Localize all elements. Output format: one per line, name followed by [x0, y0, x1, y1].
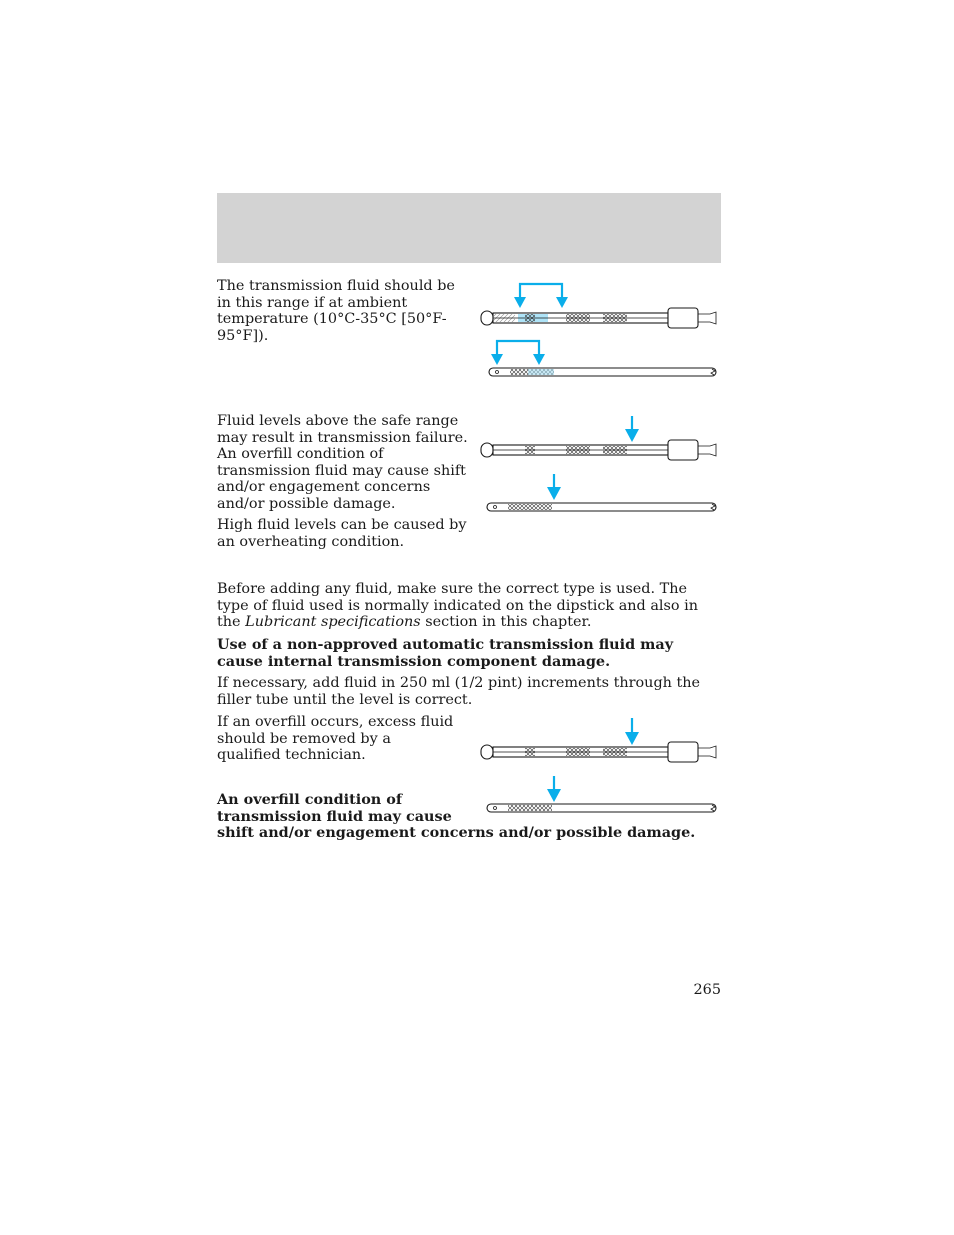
- dipstick-lower: [489, 368, 716, 376]
- fluid-type-text: [217, 581, 722, 631]
- dipstick-lower: [487, 804, 716, 812]
- warning-line-1: An overfill condition of: [217, 791, 403, 808]
- lubricant-specifications-ref: Lubricant specifications: [245, 614, 421, 630]
- dipstick-upper: [481, 308, 716, 328]
- warning-line-3: shift and/or engagement concerns and/or possible damage.: [217, 824, 696, 841]
- dipstick-normal-range-figure: [478, 280, 723, 380]
- overfill-indicator: [547, 718, 639, 802]
- overfill-removal-text: If an overfill occurs, excess fluid should be removed by a qualified technician.: [217, 714, 454, 763]
- add-fluid-instruction: If necessary, add fluid in 250 ml (1/2 pint) increments through the filler tube until the level is correct.: [217, 675, 701, 708]
- dipstick-upper: [481, 742, 716, 762]
- overfill-warning-text: Fluid levels above the safe range may result in transmission failure. An overfill condition of transmission fluid may cause shift and/or engagement concerns and/or possible damage.: [217, 413, 468, 512]
- dipstick-lower: [487, 503, 716, 511]
- normal-range-indicator: [491, 284, 568, 365]
- dipstick-overfill-repeat-figure: [478, 716, 723, 816]
- non-approved-fluid-warning: Use of a non-approved automatic transmission fluid may cause internal transmission component damage.: [217, 636, 674, 670]
- fluid-type-text-part2: section in this chapter.: [420, 614, 592, 630]
- normal-range-text: The transmission fluid should be in this range if at ambient temperature (10°C-35°C [50°F-95°F]).: [217, 278, 455, 344]
- high-level-cause-text: High fluid levels can be caused by an overheating condition.: [217, 517, 467, 550]
- section-header-band: [217, 193, 721, 263]
- warning-line-2: transmission fluid may cause: [217, 807, 452, 825]
- page-number: 265: [693, 982, 721, 998]
- dipstick-upper: [481, 440, 716, 460]
- overfill-indicator: [547, 416, 639, 500]
- fluid-type-text-part1: Before adding any fluid, make sure the correct type is used. The type of fluid used is normally indicated on the dipstick and also in the: [217, 581, 699, 630]
- dipstick-overfill-figure: [478, 414, 723, 514]
